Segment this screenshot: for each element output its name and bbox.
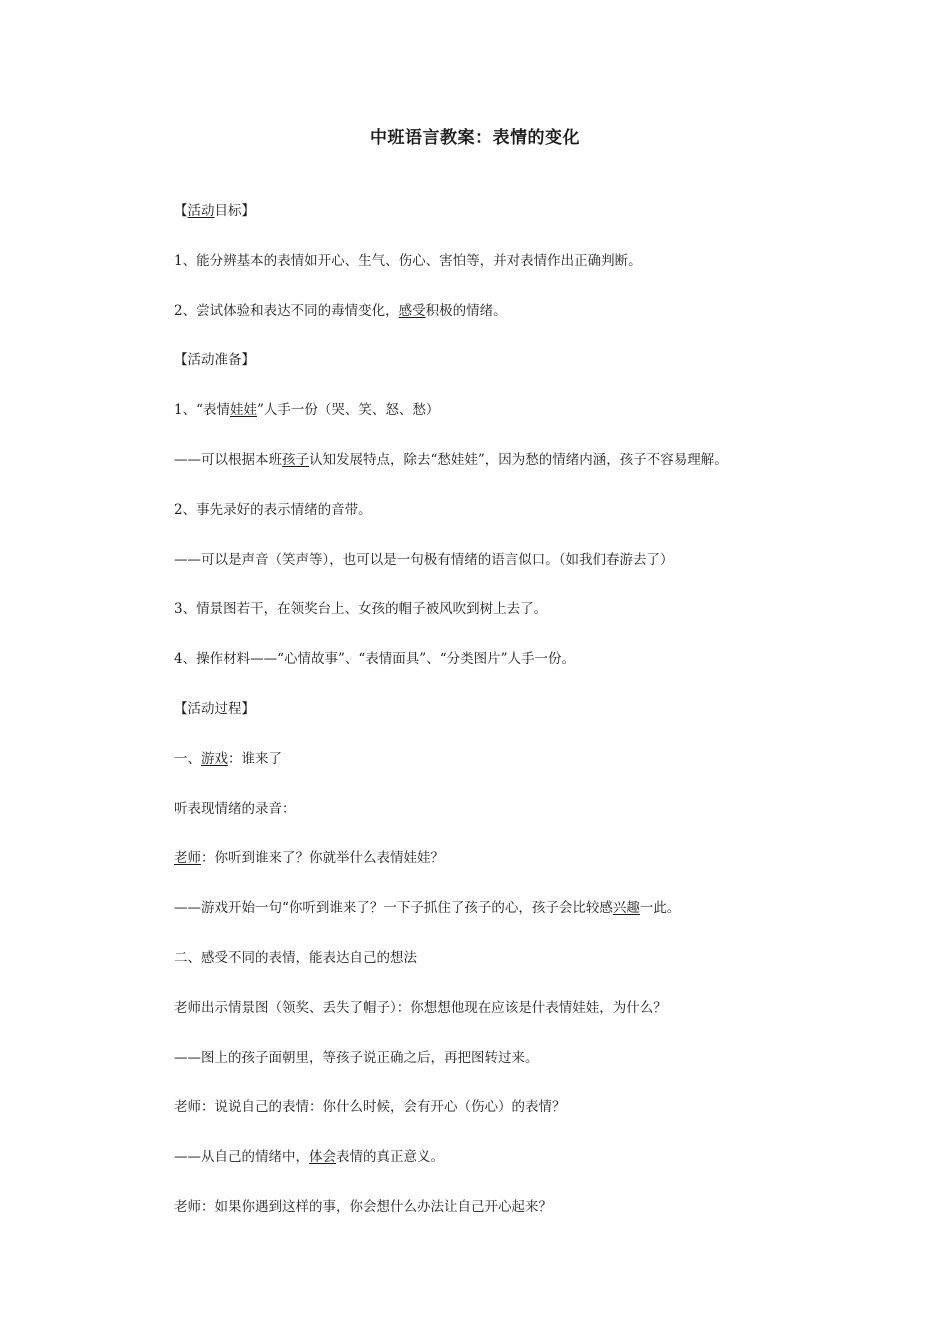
text-line <box>174 948 874 968</box>
text-line <box>174 599 874 619</box>
text-segment: 4、操作材料——“心情故事”、“表情面具”、“分类图片”人手一份。 <box>174 651 575 668</box>
underlined-term: 感受 <box>398 302 426 319</box>
text-segment: 积极的情绪。 <box>425 302 507 319</box>
text-line <box>174 251 874 271</box>
underlined-term: 活动 <box>187 203 215 219</box>
text-segment: 【活动过程】 <box>174 701 255 717</box>
text-line <box>174 400 874 420</box>
text-segment: ——游戏开始一句“你听到谁来了？一下子抓住了孩子的心，孩子会比较感 <box>174 900 613 917</box>
text-segment: 【活动准备】 <box>174 352 255 369</box>
underlined-term: 老师 <box>174 850 201 867</box>
underlined-term: 孩子 <box>282 452 309 468</box>
text-line <box>174 201 874 221</box>
text-segment: ：你听到谁来了？你就举什么表情娃娃？ <box>201 850 444 867</box>
text-segment: 一、 <box>174 750 201 767</box>
text-segment: 1、“表情 <box>174 402 230 419</box>
text-segment: 二、感受不同的表情，能表达自己的想法 <box>174 950 417 966</box>
text-line <box>174 898 874 918</box>
text-line <box>174 1097 874 1117</box>
text-segment: 认知发展特点，除去“愁娃娃”，因为愁的情绪内涵，孩子不容易理解。 <box>309 452 728 468</box>
text-segment: 3、情景图若干，在领奖台上、女孩的帽子被风吹到树上去了。 <box>174 601 548 618</box>
text-segment: 【 <box>174 203 188 219</box>
text-segment: 2、事先录好的表示情绪的音带。 <box>174 501 372 518</box>
text-line <box>174 848 874 868</box>
text-line <box>174 1197 874 1217</box>
text-line <box>174 450 874 470</box>
text-line <box>174 550 874 570</box>
text-line <box>174 649 874 669</box>
document-title: 中班语言教案：表情的变化 <box>370 128 580 148</box>
text-segment: 目标】 <box>214 203 255 219</box>
text-line <box>174 350 874 370</box>
text-segment: ：谁来了 <box>228 750 282 767</box>
text-segment: 表情的真正意义。 <box>336 1149 444 1166</box>
text-line <box>174 500 874 520</box>
text-line <box>174 699 874 719</box>
underlined-term: 游戏 <box>201 750 228 767</box>
text-line <box>174 1147 874 1167</box>
text-segment: 老师：如果你遇到这样的事，你会想什么办法让自己开心起来？ <box>174 1199 552 1215</box>
text-segment: ——可以是声音（笑声等），也可以是一句极有情绪的语言似口。（如我们春游去了） <box>174 551 674 568</box>
text-line <box>174 998 874 1018</box>
text-segment: 一此。 <box>639 900 681 917</box>
text-segment: 1、能分辨基本的表情如开心、生气、伤心、害怕等，并对表情作出正确判断。 <box>174 252 642 269</box>
text-segment: 2、尝试体验和表达不同的毒情变化， <box>174 302 399 319</box>
text-segment: ——可以根据本班 <box>174 452 282 468</box>
text-segment: ——图上的孩子面朝里，等孩子说正确之后，再把图转过来。 <box>174 1049 539 1066</box>
text-segment: 老师出示情景图（领奖、丢失了帽子）：你想想他现在应该是什表情娃娃，为什么？ <box>174 999 667 1016</box>
underlined-term: 体会 <box>309 1149 336 1166</box>
text-line <box>174 799 874 819</box>
text-line <box>174 749 874 769</box>
underlined-term: 兴趣 <box>612 900 640 917</box>
text-line <box>174 301 874 321</box>
text-segment: 老师：说说自己的表情：你什么时候，会有开心（伤心）的表情？ <box>174 1099 566 1116</box>
text-segment: ——从自己的情绪中， <box>174 1149 309 1166</box>
text-segment: 听表现情绪的录音： <box>174 800 296 817</box>
text-segment: ”人手一份（哭、笑、怒、愁） <box>257 402 440 419</box>
underlined-term: 娃娃 <box>230 402 257 419</box>
text-line <box>174 1048 874 1068</box>
